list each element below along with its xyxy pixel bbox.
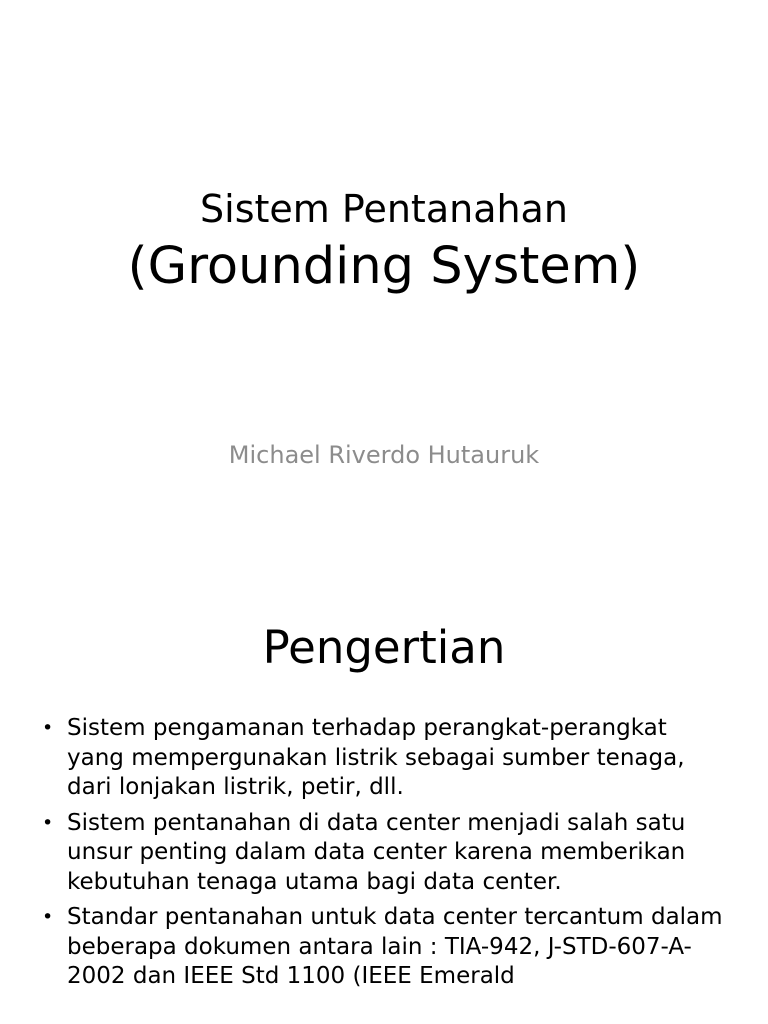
slide-title-line-1: Sistem Pentanahan — [200, 187, 568, 231]
slide-title-line-2: (Grounding System) — [127, 237, 641, 296]
author-subtitle: Michael Riverdo Hutauruk — [228, 441, 540, 469]
list-item — [40, 714, 730, 803]
list-item — [40, 809, 730, 898]
bullet-text: Standar pentanahan untuk data center tercantum dalam beberapa dokumen antara lain : TIA-942, J-STD-607-A-2002 dan IEEE Std 1100 (IEEE Emerald — [67, 904, 723, 989]
bullet-list — [40, 714, 730, 998]
bullet-icon: • — [42, 906, 54, 928]
pengertian-slide — [0, 576, 768, 1024]
list-item — [40, 903, 730, 992]
bullet-text: Sistem pentanahan di data center menjadi salah satu unsur penting dalam data center karena memberikan kebutuhan tenaga utama bagi data center. — [67, 809, 686, 895]
bullet-icon: • — [42, 811, 54, 834]
slide-heading: Pengertian — [262, 621, 506, 674]
bullet-icon: • — [42, 717, 54, 739]
bullet-text: Sistem pengamanan terhadap perangkat-perangkat yang mempergunakan listrik sebagai sumber tenaga, dari lonjakan listrik, petir, dll. — [67, 715, 685, 800]
